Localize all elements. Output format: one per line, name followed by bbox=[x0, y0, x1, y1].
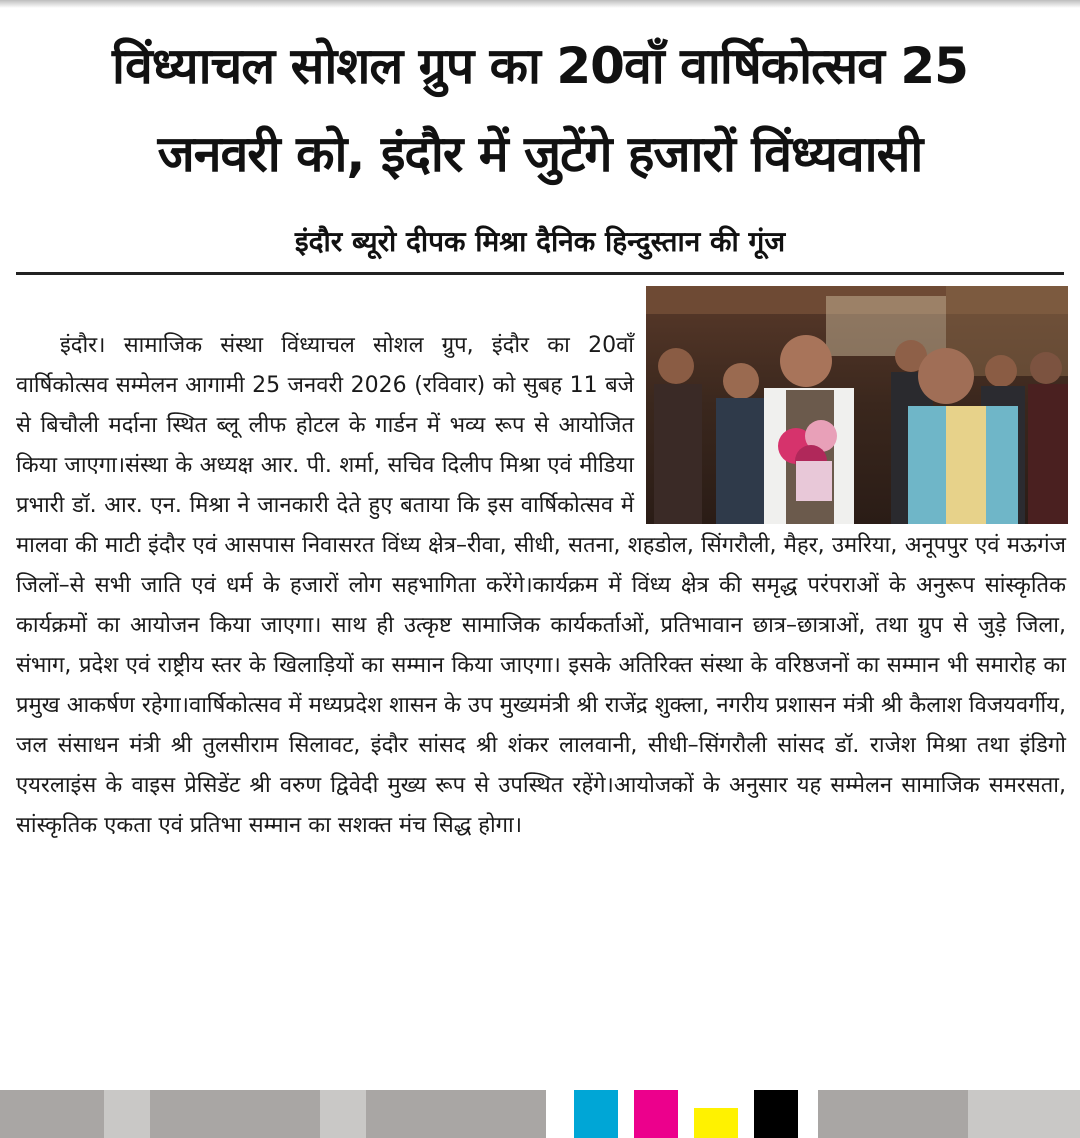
top-edge-strip bbox=[0, 0, 1080, 8]
registration-swatch-light-grey bbox=[104, 1090, 150, 1138]
registration-swatch-black bbox=[754, 1090, 798, 1138]
registration-swatch-light-grey bbox=[320, 1090, 366, 1138]
article-body bbox=[16, 326, 1066, 846]
registration-swatch-grey bbox=[0, 1090, 104, 1138]
registration-swatch-cyan bbox=[574, 1090, 618, 1138]
registration-swatch-light-grey bbox=[968, 1090, 1080, 1138]
article-text: इंदौर। सामाजिक संस्था विंध्याचल सोशल ग्रुप, इंदौर का 20वाँ वार्षिकोत्सव सम्मेलन आगामी 25 जनवरी 2026 (रविवार) को सुबह 11 बजे से बिचौली मर्दाना स्थित ब्लू लीफ होटल के गार्डन में भव्य रूप से आयोजित किया जाएगा।संस्था के अध्यक्ष आर. पी. शर्मा, सचिव दिलीप मिश्रा एवं मीडिया प्रभारी डॉ. आर. एन. मिश्रा ने जानकारी देते हुए बताया कि इस वार्षिकोत्सव में मालवा की माटी इंदौर एवं आसपास निवासरत विंध्य क्षेत्र–रीवा, सीधी, सतना, शहडोल, सिंगरौली, मैहर, उमरिया, अनूपपुर एवं मऊगंज जिलों–से सभी जाति एवं धर्म के हजारों लोग सहभागिता करेंगे।कार्यक्रम में विंध्य क्षेत्र की समृद्ध परंपराओं के अनुरूप सांस्कृतिक कार्यक्रमों का आयोजन किया जाएगा। साथ ही उत्कृष्ट सामाजिक कार्यकर्ताओं, प्रतिभावान छात्र–छात्राओं, तथा ग्रुप से जुड़े जिला, संभाग, प्रदेश एवं राष्ट्रीय स्तर के खिलाड़ियों का सम्मान किया जाएगा। इसके अतिरिक्त संस्था के वरिष्ठजनों का सम्मान भी समारोह का प्रमुख आकर्षण रहेगा।वार्षिकोत्सव में मध्यप्रदेश शासन के उप मुख्यमंत्री श्री राजेंद्र शुक्ला, नगरीय प्रशासन मंत्री श्री कैलाश विजयवर्गीय, जल संसाधन मंत्री श्री तुलसीराम सिलावट, इंदौर सांसद श्री शंकर लालवानी, सीधी–सिंगरौली सांसद डॉ. राजेश मिश्रा तथा इंडिगो एयरलाइंस के वाइस प्रेसिडेंट श्री वरुण द्विवेदी मुख्य रूप से उपस्थित रहेंगे।आयोजकों के अनुसार यह सम्मेलन सामाजिक समरसता, सांस्कृतिक एकता एवं प्रतिभा सम्मान का सशक्त मंच सिद्ध होगा। bbox=[16, 333, 1066, 838]
registration-swatch-grey bbox=[366, 1090, 546, 1138]
byline: इंदौर ब्यूरो दीपक मिश्रा दैनिक हिन्दुस्तान की गूंज bbox=[294, 225, 786, 258]
headline-divider bbox=[16, 272, 1064, 275]
registration-gap bbox=[738, 1090, 754, 1138]
registration-gap bbox=[618, 1090, 634, 1138]
registration-swatch-grey bbox=[150, 1090, 320, 1138]
headline-line-1: विंध्याचल सोशल ग्रुप का 20वाँ वार्षिकोत्सव 25 bbox=[112, 37, 968, 95]
registration-gap bbox=[546, 1090, 574, 1138]
headline bbox=[20, 22, 1060, 198]
registration-swatch-yellow bbox=[694, 1090, 738, 1138]
registration-swatch-magenta bbox=[634, 1090, 678, 1138]
registration-swatch-grey bbox=[818, 1090, 968, 1138]
photo-text-wrap-space bbox=[634, 286, 1066, 494]
registration-gap bbox=[678, 1090, 694, 1138]
registration-gap bbox=[798, 1090, 818, 1138]
print-color-registration-bar bbox=[0, 1090, 1080, 1138]
headline-line-2: जनवरी को, इंदौर में जुटेंगे हजारों विंध्यवासी bbox=[157, 125, 923, 183]
